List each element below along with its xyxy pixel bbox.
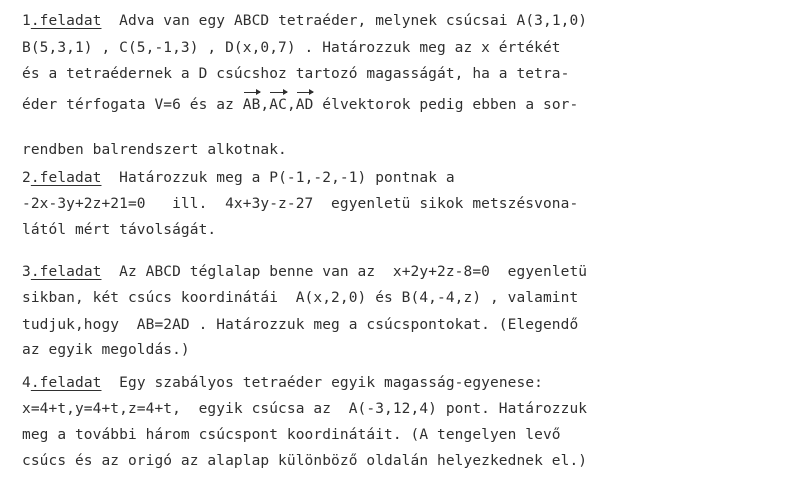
task-3-text: Az ABCD téglalap benne van az x+2y+2z-8=0 egyenletü: [119, 264, 588, 280]
task-3-line-1: [22, 262, 587, 282]
task-3-line-2: sikban, két csúcs koordinátái A(x,2,0) és B(4,-4,z) , valamint: [22, 290, 579, 306]
task-1-line-1: [22, 11, 587, 31]
vector-ab: AB: [242, 97, 261, 113]
task-1-line-4: [22, 95, 578, 115]
task-3-number: 3: [22, 264, 31, 280]
vector-ac: AC: [269, 97, 287, 113]
task-1-line-2: B(5,3,1) , C(5,-1,3) , D(x,0,7) . Határozzuk meg az x értékét: [22, 40, 561, 56]
task-1-number: 1: [22, 13, 31, 29]
task-4-line-4: csúcs és az origó az alaplap különböző oldalán helyezkednek el.): [22, 453, 588, 469]
vector-ad: AD: [295, 97, 314, 113]
vector-separator: ,: [260, 97, 270, 113]
task-3-label: .feladat: [30, 264, 102, 280]
vector-separator: ,: [286, 97, 296, 113]
task-4-line-1: [22, 373, 543, 393]
task-3-line-3: tudjuk,hogy AB=2AD . Határozzuk meg a csúcspontokat. (Elegendő: [22, 317, 579, 333]
task-4-text: Egy szabályos tetraéder egyik magasság-egyenese:: [119, 375, 543, 391]
task-1-line-3: és a tetraédernek a D csúcshoz tartozó magasságát, ha a tetra-: [22, 66, 570, 82]
task-2-number: 2: [22, 170, 31, 186]
task-1-label: .feladat: [30, 13, 102, 29]
task-2-line-3: lától mért távolságát.: [22, 222, 217, 238]
task-2-text: Határozzuk meg a P(-1,-2,-1) pontnak a: [119, 170, 455, 186]
task-2-line-1: [22, 168, 455, 188]
task-4-label: .feladat: [30, 375, 102, 391]
task-2-line-2: -2x-3y+2z+21=0 ill. 4x+3y-z-27 egyenletü sikok metszésvona-: [22, 196, 579, 212]
task-2-label: .feladat: [30, 170, 102, 186]
task-1-line-4-post: élvektorok pedig ebben a sor-: [313, 97, 579, 113]
task-4-number: 4: [22, 375, 31, 391]
task-4-line-3: meg a további három csúcspont koordinátáit. (A tengelyen levő: [22, 427, 561, 443]
task-1-text: Adva van egy ABCD tetraéder, melynek csúcsai A(3,1,0): [119, 13, 588, 29]
task-1-line-5: rendben balrendszert alkotnak.: [22, 142, 287, 158]
task-4-line-2: x=4+t,y=4+t,z=4+t, egyik csúcsa az A(-3,12,4) pont. Határozzuk: [22, 401, 588, 417]
task-1-line-4-pre: éder térfogata V=6 és az: [22, 97, 243, 113]
task-3-line-4: az egyik megoldás.): [22, 342, 190, 358]
